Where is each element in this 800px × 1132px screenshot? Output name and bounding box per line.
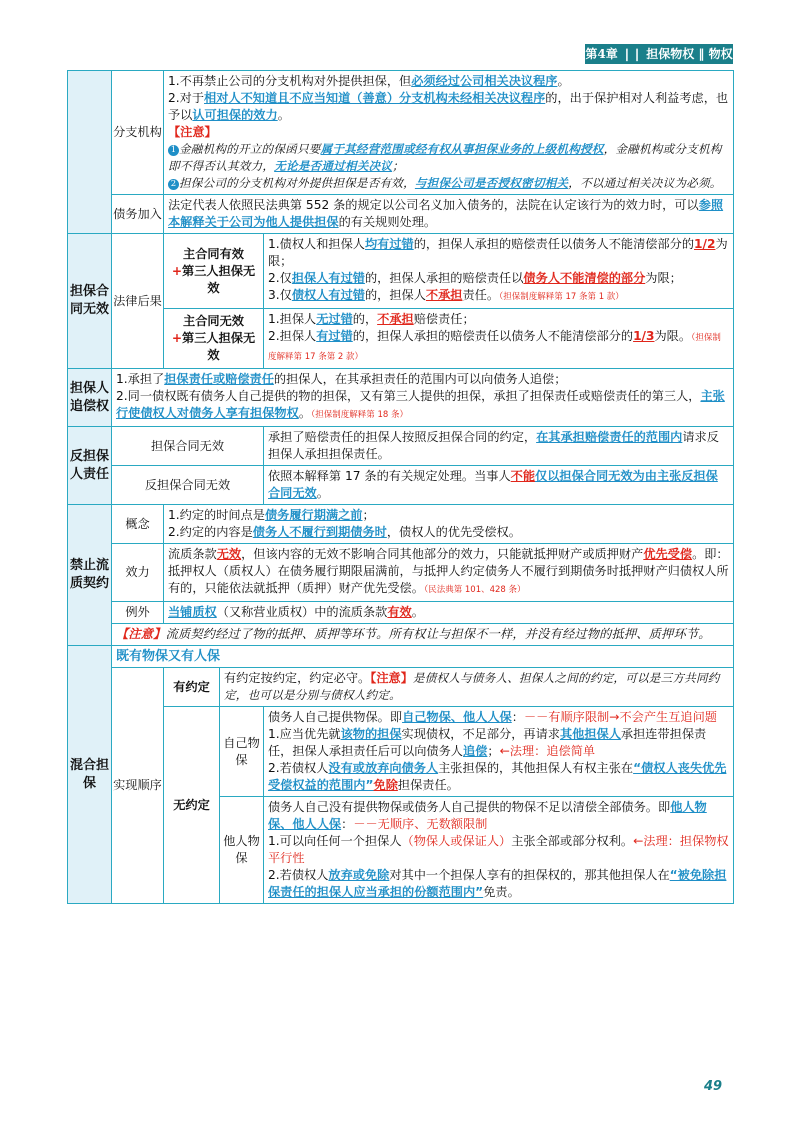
counter-row2-label: 反担保合同无效 (112, 466, 264, 505)
agreed-label: 有约定 (164, 668, 220, 707)
case2-label: 主合同无效 +第三人担保无效 (164, 309, 264, 369)
forfeiture-note: 【注意】流质契约经过了物的抵押、质押等环节。所有权让与担保不一样，并没有经过物的抵押、质押环节。 (112, 624, 734, 646)
invalid-contract-label: 担保合同无效 (68, 234, 112, 369)
table-row (68, 602, 734, 624)
circled-number-icon: 2 (168, 179, 179, 190)
counter-guarantee-label: 反担保人责任 (68, 427, 112, 505)
legal-consequence-label: 法律后果 (112, 234, 164, 369)
agreed-content: 有约定按约定，约定必守。【注意】是债权人与债务人、担保人之间的约定，可以是三方共同约定，也可以是分别与债权人约定。 (220, 668, 734, 707)
page-number: 49 (704, 1079, 723, 1094)
debt-join-label: 债务加入 (112, 195, 164, 234)
table-row (68, 505, 734, 544)
chapter-header: 第4章 ❘❘ 担保物权 ‖ 物权 (585, 44, 733, 64)
exception-label: 例外 (112, 602, 164, 624)
counter-row2-content: 依照本解释第 17 条的有关规定处理。当事人不能仅以担保合同无效为由主张反担保合同无效。 (264, 466, 734, 505)
concept-label: 概念 (112, 505, 164, 544)
note-label: 【注意】 (168, 125, 217, 139)
own-collateral-label: 自己物保 (220, 707, 264, 797)
table-row (68, 195, 734, 234)
table-row (68, 624, 734, 646)
table-row (68, 427, 734, 466)
forfeiture-label: 禁止流质契约 (68, 505, 112, 646)
table-row (68, 309, 734, 369)
effect-label: 效力 (112, 544, 164, 602)
case1-content: 1.债权人和担保人均有过错的，担保人承担的赔偿责任以债务人不能清偿部分的1/2为限； 2.仅担保人有过错的，担保人承担的赔偿责任以债务人不能清偿的部分为限； 3.仅债权人有过错的，担保人不承担责任。（担保制度解释第 17 条第 1 款） (264, 234, 734, 309)
table-row (68, 544, 734, 602)
chapter-section: 担保物权 (646, 47, 695, 61)
case2-content: 1.担保人无过错的，不承担赔偿责任； 2.担保人有过错的，担保人承担的赔偿责任以债务人不能清偿部分的1/3为限。（担保制度解释第 17 条第 2 款） (264, 309, 734, 369)
recourse-content: 1.承担了担保责任或赔偿责任的担保人，在其承担责任的范围内可以向债务人追偿； 2.同一债权既有债务人自己提供的物的担保，又有第三人提供的担保，承担了担保责任或赔偿责任的第三人，主张行使债权人对债务人享有担保物权。（担保制度解释第 18 条） (112, 369, 734, 427)
own-collateral-content: 债务人自己提供物保。即自己物保、他人人保：－－有顺序限制→不会产生互追问题 1.应当优先就该物的担保实现债权，不足部分，再请求其他担保人承担连带担保责任，担保人承担责任后可以向债务人追偿；←法理：追偿简单 2.若债权人没有或放弃向债务人主张担保的，其他担保人有权主张在“债权人丧失优先受偿权益的范围内”免除担保责任。 (264, 707, 734, 797)
branch-label: 分支机构 (112, 71, 164, 195)
branch-content: 1.不再禁止公司的分支机构对外提供担保，但必须经过公司相关决议程序。 2.对于相对人不知道且不应当知道（善意）分支机构未经相关决议程序的，出于保护相对人利益考虑，也予以认可担保的效力。 【注意】 1 金融机构的开立的保函只要属于其经营范围或经有权从事担保业务的上级机构授权，金融机构或分支机构即不得否认其效力，无论是否通过相关决议； 2 担保公司的分支机构对外提供担保是否有效，与担保公司是否授权密切相关，不以通过相关决议为必须。 (164, 71, 734, 195)
table-row (68, 369, 734, 427)
effect-content: 流质条款无效，但该内容的无效不影响合同其他部分的效力，只能就抵押财产或质押财产优先受偿。即：抵押权人（质权人）在债务履行期限届满前，与抵押人约定债务人不履行到期债务时抵押财产归债权人所有的，只能依法就抵押（质押）财产优先受偿。（民法典第 101、428 条） (164, 544, 734, 602)
table-row (68, 646, 734, 668)
exception-content: 当铺质权（又称营业质权）中的流质条款有效。 (164, 602, 734, 624)
counter-row1-content: 承担了赔偿责任的担保人按照反担保合同的约定，在其承担赔偿责任的范围内请求反担保人承担担保责任。 (264, 427, 734, 466)
chapter-tag: 物权 (708, 47, 733, 61)
table-row (68, 707, 734, 797)
row-label-blank (68, 71, 112, 234)
other-collateral-label: 他人物保 (220, 797, 264, 904)
chapter-number: 第4章 (585, 47, 618, 61)
table-row (68, 466, 734, 505)
table-row (68, 234, 734, 309)
table-row (68, 71, 734, 195)
concept-content: 1.约定的时间点是债务履行期满之前； 2.约定的内容是债务人不履行到期债务时，债权人的优先受偿权。 (164, 505, 734, 544)
guarantee-table (67, 70, 734, 904)
order-label: 实现顺序 (112, 668, 164, 904)
table-row (68, 668, 734, 707)
recourse-label: 担保人追偿权 (68, 369, 112, 427)
mixed-guarantee-label: 混合担保 (68, 646, 112, 904)
circled-number-icon: 1 (168, 145, 179, 156)
debt-join-content: 法定代表人依照民法典第 552 条的规定以公司名义加入债务的，法院在认定该行为的效力时，可以参照本解释关于公司为他人提供担保的有关规则处理。 (164, 195, 734, 234)
mixed-title: 既有物保又有人保 (112, 646, 734, 668)
no-agreement-label: 无约定 (164, 707, 220, 904)
counter-row1-label: 担保合同无效 (112, 427, 264, 466)
other-collateral-content: 债务人自己没有提供物保或债务人自己提供的物保不足以清偿全部债务。即他人物保、他人人保：－－无顺序、无数额限制 1.可以向任何一个担保人（物保人或保证人）主张全部或部分权利。←法理：担保物权平行性 2.若债权人放弃或免除对其中一个担保人享有的担保权的，那其他担保人在“被免除担保责任的担保人应当承担的份额范围内”免责。 (264, 797, 734, 904)
case1-label: 主合同有效 +第三人担保无效 (164, 234, 264, 309)
